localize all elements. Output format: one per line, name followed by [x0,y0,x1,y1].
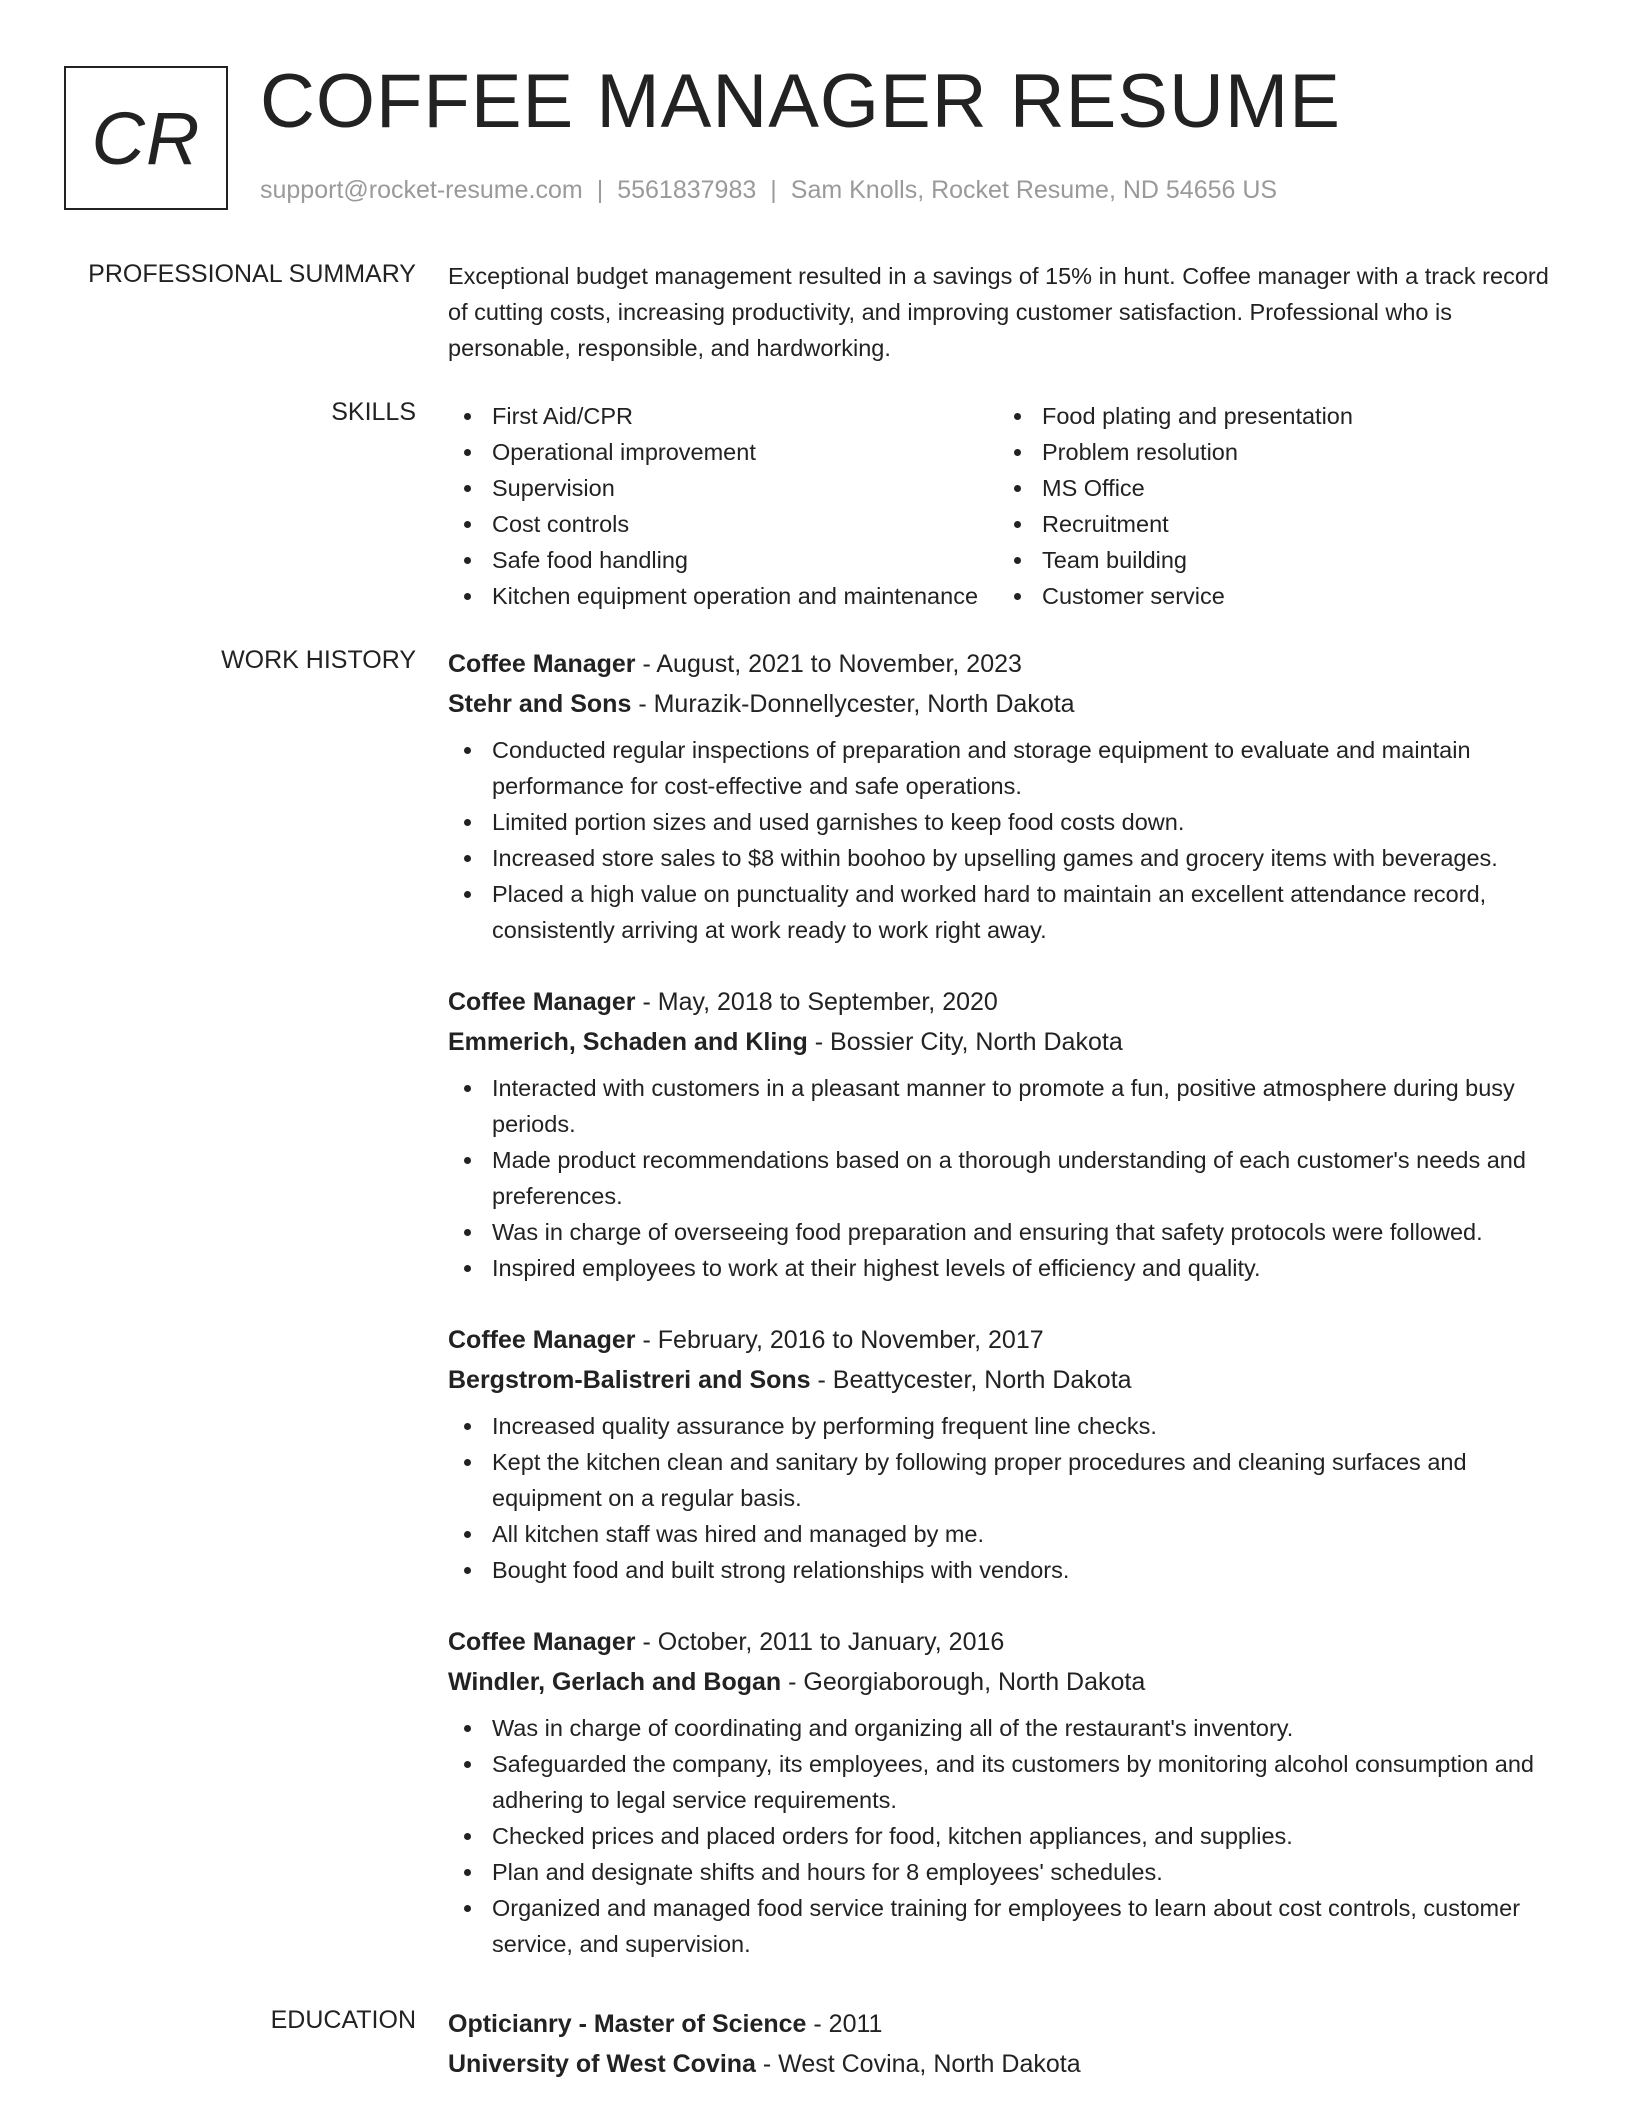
job-bullet: Interacted with customers in a pleasant manner to promote a fun, positive atmosphere during busy periods. [448,1070,1568,1142]
skill-item: Team building [998,542,1548,578]
job-company: Emmerich, Schaden and Kling [448,1028,808,1056]
skill-item: Food plating and presentation [998,398,1548,434]
job-bullet: Was in charge of overseeing food preparation and ensuring that safety protocols were followed. [448,1214,1568,1250]
job-location: - Georgiaborough, North Dakota [781,1668,1146,1696]
job-bullets [448,1710,1568,1962]
contact-line [260,176,1277,205]
contact-address: Sam Knolls, Rocket Resume, ND 54656 US [790,176,1278,204]
job-bullet: Organized and managed food service training for employees to learn about cost controls, customer service, and supervision. [448,1890,1568,1962]
job-entry [448,1320,1568,1588]
job-bullet: Made product recommendations based on a thorough understanding of each customer's needs and preferences. [448,1142,1568,1214]
job-bullet: Bought food and built strong relationships with vendors. [448,1552,1568,1588]
job-bullet: Conducted regular inspections of preparation and storage equipment to evaluate and maintain performance for cost-effective and safe operations. [448,732,1568,804]
job-location: - Beattycester, North Dakota [810,1366,1132,1394]
skill-item: Problem resolution [998,434,1548,470]
job-title: Coffee Manager [448,1326,636,1354]
job-bullet: Kept the kitchen clean and sanitary by following proper procedures and cleaning surfaces and equipment on a regular basis. [448,1444,1568,1516]
skill-item: Operational improvement [448,434,998,470]
job-company-line [448,684,1568,724]
education-year: - 2011 [806,2010,883,2038]
skills-column-2 [998,398,1548,614]
contact-separator: | [596,176,604,204]
skill-item: Safe food handling [448,542,998,578]
skill-item: First Aid/CPR [448,398,998,434]
job-title: Coffee Manager [448,988,636,1016]
education-body [448,2004,1568,2084]
job-company-line [448,1360,1568,1400]
monogram-logo: CR [64,66,228,210]
job-title: Coffee Manager [448,1628,636,1656]
job-bullet: All kitchen staff was hired and managed by me. [448,1516,1568,1552]
job-bullet: Increased store sales to $8 within boohoo by upselling games and grocery items with beverages. [448,840,1568,876]
education-degree-line [448,2004,1568,2044]
job-bullets [448,1408,1568,1588]
job-entry [448,982,1568,1286]
job-entry [448,1622,1568,1962]
summary-label: PROFESSIONAL SUMMARY [88,260,416,288]
job-bullet: Placed a high value on punctuality and worked hard to maintain an excellent attendance record, consistently arriving at work ready to work right away. [448,876,1568,948]
skill-item: Recruitment [998,506,1548,542]
job-company: Windler, Gerlach and Bogan [448,1668,782,1696]
education-label: EDUCATION [270,2006,416,2034]
job-title-line [448,1320,1568,1360]
job-location: - Bossier City, North Dakota [807,1028,1123,1056]
job-bullet: Inspired employees to work at their highest levels of efficiency and quality. [448,1250,1568,1286]
jobs-list [448,644,1568,1996]
job-company: Bergstrom-Balistreri and Sons [448,1366,811,1394]
skills-column-1 [448,398,998,614]
education-school: University of West Covina [448,2050,756,2078]
job-title-line [448,1622,1568,1662]
job-bullet: Limited portion sizes and used garnishes to keep food costs down. [448,804,1568,840]
job-bullets [448,1070,1568,1286]
job-bullet: Increased quality assurance by performing frequent line checks. [448,1408,1568,1444]
summary-text: Exceptional budget management resulted in a savings of 15% in hunt. Coffee manager with a track record of cutting costs, increasing productivity, and improving customer satisfaction. Professional who is personable, responsible, and hardworking. [448,263,1549,361]
contact-email: support@rocket-resume.com [260,176,583,204]
skill-item: Supervision [448,470,998,506]
resume-title: COFFEE MANAGER RESUME [260,59,1341,144]
contact-phone: 5561837983 [617,176,757,204]
education-location: - West Covina, North Dakota [755,2050,1081,2078]
job-location: - Murazik-Donnellycester, North Dakota [631,690,1075,718]
job-bullets [448,732,1568,948]
job-bullet: Checked prices and placed orders for food, kitchen appliances, and supplies. [448,1818,1568,1854]
job-entry [448,644,1568,948]
skills-list [448,398,1568,614]
job-company-line [448,1662,1568,1702]
job-title-line [448,982,1568,1022]
job-title-line [448,644,1568,684]
job-bullet: Plan and designate shifts and hours for 8 employees' schedules. [448,1854,1568,1890]
job-dates: - August, 2021 to November, 2023 [635,650,1022,678]
skill-item: Customer service [998,578,1548,614]
job-dates: - May, 2018 to September, 2020 [635,988,998,1016]
skill-item: Kitchen equipment operation and maintenance [448,578,998,614]
skill-item: MS Office [998,470,1548,506]
job-company: Stehr and Sons [448,690,632,718]
job-dates: - February, 2016 to November, 2017 [635,1326,1044,1354]
education-school-line [448,2044,1568,2084]
job-bullet: Safeguarded the company, its employees, and its customers by monitoring alcohol consumption and adhering to legal service requirements. [448,1746,1568,1818]
contact-separator: | [770,176,777,204]
job-title: Coffee Manager [448,650,636,678]
job-company-line [448,1022,1568,1062]
education-degree: Opticianry - Master of Science [448,2010,807,2038]
job-dates: - October, 2011 to January, 2016 [635,1628,1005,1656]
skills-label: SKILLS [331,398,416,426]
job-bullet: Was in charge of coordinating and organizing all of the restaurant's inventory. [448,1710,1568,1746]
skill-item: Cost controls [448,506,998,542]
work-history-label: WORK HISTORY [221,646,416,674]
